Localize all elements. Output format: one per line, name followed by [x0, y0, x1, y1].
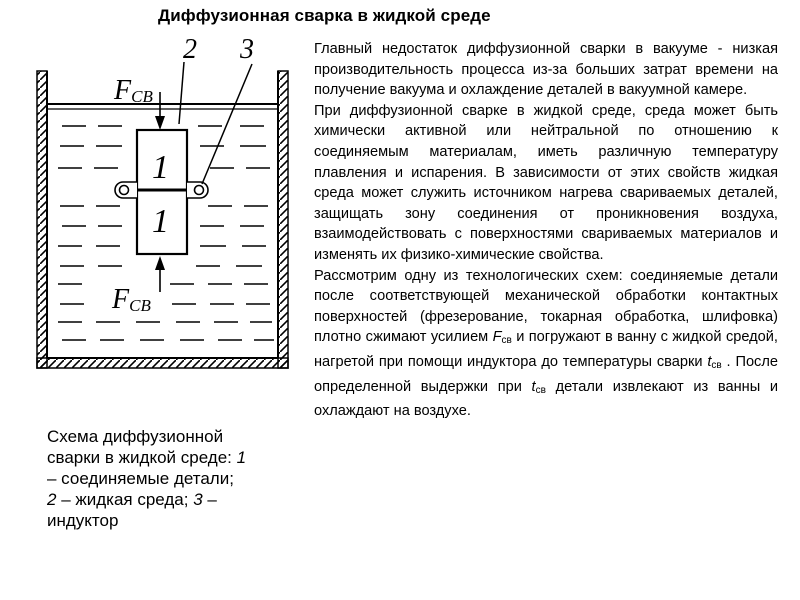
paragraph-3: Рассмотрим одну из технологических схем: соединяемые детали после соответствующей механической обработки контактных поверхностей (фрезерование, токарная обработка, шлифовка) плотно сжимают усилием $F_{св}$ и погружают в ванну с жидкой средой, нагретой при помощи индуктора до температуры сварки $t_{св}$ . После определенной выдержки при $t_{св}$ детали извлекают из ванны и охлаждают на воздухе.	[314, 267, 778, 420]
paragraph-2: При диффузионной сварке в жидкой среде, среда может быть химически активной или нейтральной по отношению к соединяемым материалам, иметь различную температуру плавления и испарения. В зависимости от этих свойств жидкая среда может служить источником нагрева свариваемых деталей, защищать зону соединения от проникновения воздуха, взаимодействовать с поверхностями свариваемых материалов и изменять их физико-химические свойства.	[314, 102, 778, 263]
caption-num-3: 3	[193, 490, 203, 509]
caption-line-1: Схема диффузионной	[47, 427, 224, 446]
force-arrow-bottom	[155, 256, 165, 292]
force-label-bottom-sub: СВ	[129, 296, 151, 315]
temperature-symbol: t	[531, 378, 536, 395]
temperature-symbol: t	[707, 353, 712, 370]
force-label-top-sub: СВ	[131, 87, 153, 106]
bath-right-wall	[278, 71, 288, 368]
label-inductor-3: 3	[240, 34, 254, 65]
force-label-bottom	[111, 284, 151, 315]
caption-line-3: – соединяемые детали;	[47, 469, 234, 488]
caption-num-2: 2	[47, 490, 57, 509]
force-arrow-top	[155, 92, 165, 130]
force-label-bottom-main: F	[112, 284, 130, 315]
diagram-caption	[47, 426, 297, 531]
caption-line-5: индуктор	[47, 511, 119, 530]
slide-title: Диффузионная сварка в жидкой среде	[158, 6, 491, 25]
part-number-top: 1	[152, 149, 169, 186]
caption-num-1: 1	[236, 448, 247, 467]
label-medium-2: 2	[183, 34, 197, 65]
force-symbol: F	[492, 329, 502, 346]
caption-line-2: сварки в жидкой среде:	[47, 448, 237, 467]
paragraph-1: Главный недостаток диффузионной сварки в вакууме - низкая производительность процесса из-за больших затрат времени на получение вакуума и охлаждение деталей в вакуумной камере.	[314, 41, 778, 99]
bath-left-wall	[37, 71, 47, 368]
force-label-top	[113, 75, 153, 106]
leader-lines	[179, 62, 252, 184]
bath-bottom	[37, 358, 288, 368]
part-number-bottom: 1	[152, 203, 169, 240]
liquid-surface	[47, 104, 278, 109]
caption-line-4: – жидкая среда;	[56, 490, 194, 509]
body-text	[314, 39, 778, 422]
caption-dash: –	[202, 490, 217, 509]
force-label-top-main: F	[114, 75, 132, 106]
